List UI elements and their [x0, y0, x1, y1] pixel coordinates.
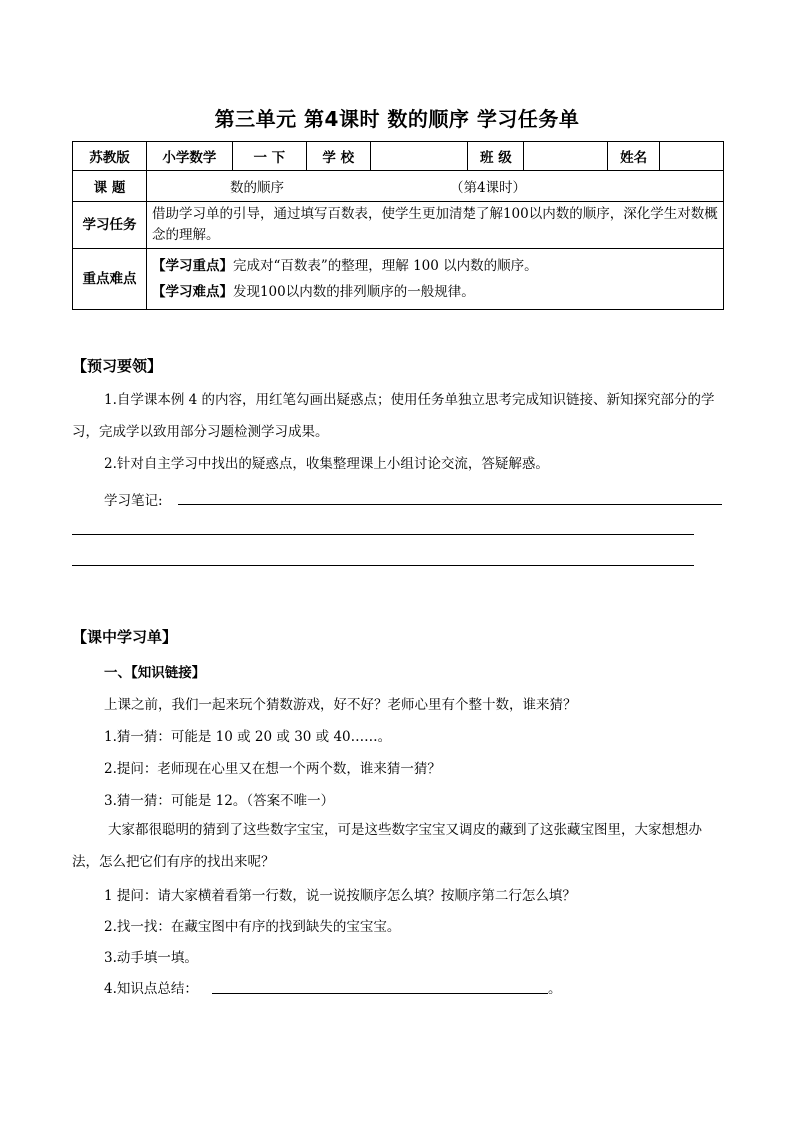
name-field[interactable]: [660, 142, 724, 171]
preview-heading: 【预习要领】: [72, 357, 163, 375]
class-field[interactable]: [524, 142, 608, 171]
focus-label: 重点难点: [73, 249, 147, 310]
task-label: 学习任务: [73, 202, 147, 249]
notes-line[interactable]: [72, 565, 694, 566]
class-label: 班 级: [468, 142, 524, 171]
topic-value: 数的顺序: [229, 180, 284, 196]
page-title: 第三单元 第4课时 数的顺序 学习任务单: [214, 107, 580, 131]
focus-cell: [146, 249, 723, 310]
key-point-value: 完成对“百数表”的整理，理解 100 以内数的顺序。: [232, 258, 538, 274]
preview-item-1: 1.自学课本例 4 的内容，用红笔勾画出疑惑点；使用任务单独立思考完成知识链接、新知探究部分的学习，完成学以致用部分习题检测学习成果。: [72, 392, 715, 440]
story-text: 大家都很聪明的猜到了这些数字宝宝，可是这些数字宝宝又调皮的藏到了这张藏宝图里，大家想想办法，怎么把它们有序的找出来呢？: [72, 822, 702, 870]
lesson-number: （第4课时）: [449, 180, 527, 196]
notes-line[interactable]: [178, 504, 722, 505]
difficulty-label: 【学习难点】: [151, 284, 233, 300]
question-3: 3.猜一猜：可能是 12。（答案不唯一）: [104, 793, 335, 809]
step-1: 1 提问：请大家横着看第一行数，说一说按顺序怎么填？按顺序第二行怎么填？: [104, 888, 576, 904]
school-field[interactable]: [370, 142, 468, 171]
step-4-end: 。: [548, 981, 562, 997]
school-label: 学 校: [306, 142, 370, 171]
topic-cell: [146, 171, 723, 202]
key-point-label: 【学习重点】: [151, 258, 233, 274]
preview-item-2: 2.针对自主学习中找出的疑惑点，收集整理课上小组讨论交流，答疑解惑。: [104, 456, 549, 472]
step-3: 3.动手填一填。: [104, 950, 198, 966]
table-row: [73, 202, 724, 249]
intro-text: 上课之前，我们一起来玩个猜数游戏，好不好？老师心里有个整十数，谁来猜？: [104, 697, 577, 713]
table-row: [73, 142, 724, 171]
step-4-label: 4.知识点总结：: [104, 981, 198, 997]
summary-line[interactable]: [212, 993, 548, 994]
task-value: 借助学习单的引导，通过填写百数表，使学生更加清楚了解100以内数的顺序，深化学生对数概念的理解。: [146, 202, 723, 249]
table-row: [73, 249, 724, 310]
name-label: 姓名: [608, 142, 660, 171]
notes-line[interactable]: [72, 534, 694, 535]
knowledge-link-heading: [104, 661, 205, 681]
knowledge-link-label: 【知识链接】: [131, 665, 206, 681]
question-2: 2.提问：老师现在心里又在想一个两个数，谁来猜一猜？: [104, 761, 441, 777]
section-number: 一、: [104, 665, 131, 681]
topic-label: 课 题: [73, 171, 147, 202]
info-table: [72, 141, 724, 310]
step-2: 2.找一找：在藏宝图中有序的找到缺失的宝宝宝。: [104, 919, 401, 935]
grade-cell: 一 下: [232, 142, 306, 171]
difficulty-value: 发现100以内数的排列顺序的一般规律。: [232, 284, 475, 300]
subject-cell: 小学数学: [146, 142, 232, 171]
inclass-heading: 【课中学习单】: [72, 628, 178, 646]
notes-label: 学习笔记:: [104, 493, 163, 509]
table-row: [73, 171, 724, 202]
publisher-cell: 苏教版: [73, 142, 147, 171]
question-1: 1.猜一猜：可能是 10 或 20 或 30 或 40……。: [104, 729, 392, 745]
